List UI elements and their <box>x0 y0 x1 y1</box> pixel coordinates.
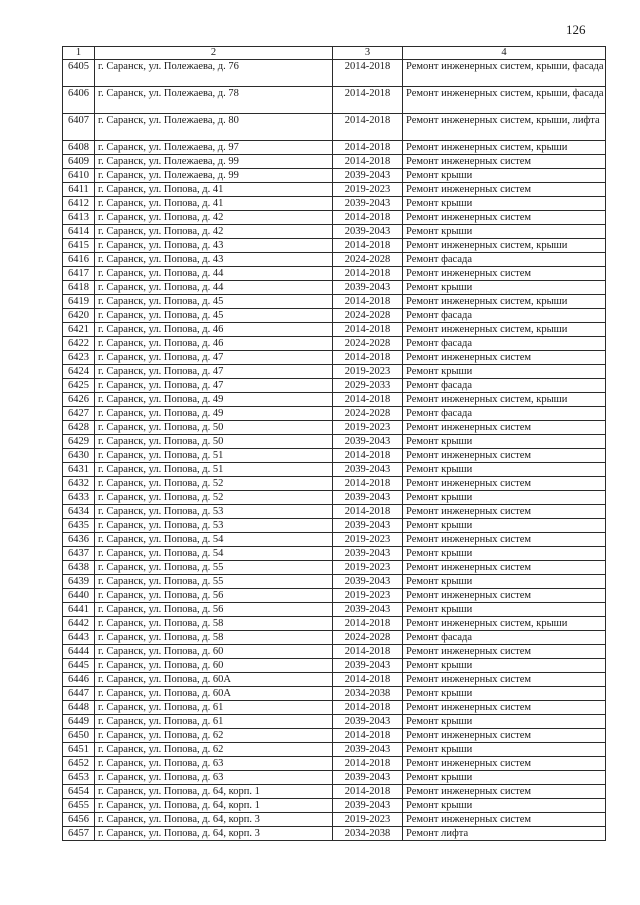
works-cell: Ремонт фасада <box>403 631 606 645</box>
table-row <box>63 589 606 603</box>
address-cell: г. Саранск, ул. Попова, д. 49 <box>95 393 333 407</box>
table-row <box>63 435 606 449</box>
works-cell: Ремонт инженерных систем <box>403 813 606 827</box>
table-body <box>63 60 606 841</box>
works-cell: Ремонт инженерных систем <box>403 351 606 365</box>
table-row <box>63 225 606 239</box>
address-cell: г. Саранск, ул. Попова, д. 64, корп. 3 <box>95 813 333 827</box>
period-cell: 2039-2043 <box>333 169 403 183</box>
row-number-cell: 6431 <box>63 463 95 477</box>
table-row <box>63 785 606 799</box>
period-cell: 2039-2043 <box>333 743 403 757</box>
period-cell: 2014-2018 <box>333 351 403 365</box>
row-number-cell: 6408 <box>63 141 95 155</box>
address-cell: г. Саранск, ул. Попова, д. 53 <box>95 505 333 519</box>
address-cell: г. Саранск, ул. Попова, д. 46 <box>95 337 333 351</box>
works-cell: Ремонт фасада <box>403 253 606 267</box>
works-cell: Ремонт инженерных систем, крыши <box>403 617 606 631</box>
period-cell: 2014-2018 <box>333 87 403 114</box>
row-number-cell: 6434 <box>63 505 95 519</box>
table-row <box>63 505 606 519</box>
table-row <box>63 337 606 351</box>
table-row <box>63 239 606 253</box>
column-header-number: 1 <box>63 47 95 60</box>
address-cell: г. Саранск, ул. Полежаева, д. 80 <box>95 114 333 141</box>
repair-schedule-table <box>62 46 606 841</box>
address-cell: г. Саранск, ул. Полежаева, д. 99 <box>95 169 333 183</box>
works-cell: Ремонт инженерных систем <box>403 267 606 281</box>
row-number-cell: 6412 <box>63 197 95 211</box>
row-number-cell: 6407 <box>63 114 95 141</box>
table-row <box>63 771 606 785</box>
address-cell: г. Саранск, ул. Попова, д. 56 <box>95 589 333 603</box>
table-row <box>63 715 606 729</box>
table-row <box>63 673 606 687</box>
row-number-cell: 6428 <box>63 421 95 435</box>
address-cell: г. Саранск, ул. Попова, д. 64, корп. 3 <box>95 827 333 841</box>
table-row <box>63 281 606 295</box>
table-row <box>63 183 606 197</box>
period-cell: 2019-2023 <box>333 813 403 827</box>
period-cell: 2034-2038 <box>333 827 403 841</box>
works-cell: Ремонт инженерных систем, крыши <box>403 393 606 407</box>
table-row <box>63 743 606 757</box>
address-cell: г. Саранск, ул. Попова, д. 55 <box>95 575 333 589</box>
row-number-cell: 6449 <box>63 715 95 729</box>
table-row <box>63 631 606 645</box>
period-cell: 2014-2018 <box>333 155 403 169</box>
row-number-cell: 6437 <box>63 547 95 561</box>
address-cell: г. Саранск, ул. Полежаева, д. 78 <box>95 87 333 114</box>
row-number-cell: 6445 <box>63 659 95 673</box>
period-cell: 2019-2023 <box>333 589 403 603</box>
period-cell: 2039-2043 <box>333 519 403 533</box>
table-row <box>63 169 606 183</box>
row-number-cell: 6410 <box>63 169 95 183</box>
period-cell: 2039-2043 <box>333 197 403 211</box>
row-number-cell: 6450 <box>63 729 95 743</box>
address-cell: г. Саранск, ул. Попова, д. 49 <box>95 407 333 421</box>
works-cell: Ремонт инженерных систем <box>403 729 606 743</box>
table-row <box>63 799 606 813</box>
address-cell: г. Саранск, ул. Попова, д. 60 <box>95 645 333 659</box>
period-cell: 2014-2018 <box>333 477 403 491</box>
address-cell: г. Саранск, ул. Попова, д. 62 <box>95 729 333 743</box>
address-cell: г. Саранск, ул. Попова, д. 43 <box>95 239 333 253</box>
address-cell: г. Саранск, ул. Попова, д. 61 <box>95 715 333 729</box>
works-cell: Ремонт крыши <box>403 547 606 561</box>
table-row <box>63 561 606 575</box>
row-number-cell: 6453 <box>63 771 95 785</box>
row-number-cell: 6433 <box>63 491 95 505</box>
works-cell: Ремонт инженерных систем <box>403 421 606 435</box>
period-cell: 2014-2018 <box>333 211 403 225</box>
row-number-cell: 6416 <box>63 253 95 267</box>
address-cell: г. Саранск, ул. Попова, д. 51 <box>95 463 333 477</box>
table-header-row <box>63 47 606 60</box>
period-cell: 2014-2018 <box>333 729 403 743</box>
row-number-cell: 6439 <box>63 575 95 589</box>
address-cell: г. Саранск, ул. Попова, д. 52 <box>95 477 333 491</box>
row-number-cell: 6418 <box>63 281 95 295</box>
row-number-cell: 6422 <box>63 337 95 351</box>
works-cell: Ремонт крыши <box>403 771 606 785</box>
address-cell: г. Саранск, ул. Попова, д. 63 <box>95 771 333 785</box>
column-header-works: 4 <box>403 47 606 60</box>
address-cell: г. Саранск, ул. Попова, д. 60А <box>95 687 333 701</box>
period-cell: 2014-2018 <box>333 393 403 407</box>
table-row <box>63 197 606 211</box>
address-cell: г. Саранск, ул. Попова, д. 54 <box>95 533 333 547</box>
row-number-cell: 6451 <box>63 743 95 757</box>
address-cell: г. Саранск, ул. Попова, д. 51 <box>95 449 333 463</box>
period-cell: 2029-2033 <box>333 379 403 393</box>
address-cell: г. Саранск, ул. Попова, д. 53 <box>95 519 333 533</box>
table-row <box>63 211 606 225</box>
period-cell: 2039-2043 <box>333 225 403 239</box>
period-cell: 2039-2043 <box>333 435 403 449</box>
row-number-cell: 6457 <box>63 827 95 841</box>
works-cell: Ремонт крыши <box>403 197 606 211</box>
table-row <box>63 659 606 673</box>
period-cell: 2014-2018 <box>333 323 403 337</box>
address-cell: г. Саранск, ул. Попова, д. 50 <box>95 421 333 435</box>
address-cell: г. Саранск, ул. Попова, д. 60А <box>95 673 333 687</box>
works-cell: Ремонт инженерных систем <box>403 211 606 225</box>
period-cell: 2039-2043 <box>333 463 403 477</box>
works-cell: Ремонт инженерных систем, крыши, лифта <box>403 114 606 141</box>
period-cell: 2024-2028 <box>333 309 403 323</box>
works-cell: Ремонт инженерных систем <box>403 645 606 659</box>
period-cell: 2014-2018 <box>333 141 403 155</box>
table-row <box>63 687 606 701</box>
row-number-cell: 6452 <box>63 757 95 771</box>
row-number-cell: 6426 <box>63 393 95 407</box>
works-cell: Ремонт инженерных систем, крыши, фасада <box>403 60 606 87</box>
works-cell: Ремонт крыши <box>403 169 606 183</box>
table-row <box>63 393 606 407</box>
address-cell: г. Саранск, ул. Попова, д. 47 <box>95 365 333 379</box>
table-row <box>63 295 606 309</box>
address-cell: г. Саранск, ул. Попова, д. 62 <box>95 743 333 757</box>
page-number: 126 <box>566 22 586 37</box>
row-number-cell: 6417 <box>63 267 95 281</box>
works-cell: Ремонт инженерных систем <box>403 449 606 463</box>
row-number-cell: 6443 <box>63 631 95 645</box>
table-row <box>63 813 606 827</box>
works-cell: Ремонт инженерных систем <box>403 757 606 771</box>
address-cell: г. Саранск, ул. Попова, д. 58 <box>95 617 333 631</box>
address-cell: г. Саранск, ул. Попова, д. 45 <box>95 295 333 309</box>
period-cell: 2014-2018 <box>333 785 403 799</box>
works-cell: Ремонт лифта <box>403 827 606 841</box>
works-cell: Ремонт крыши <box>403 603 606 617</box>
works-cell: Ремонт крыши <box>403 491 606 505</box>
address-cell: г. Саранск, ул. Попова, д. 52 <box>95 491 333 505</box>
table-row <box>63 309 606 323</box>
period-cell: 2039-2043 <box>333 281 403 295</box>
row-number-cell: 6448 <box>63 701 95 715</box>
period-cell: 2014-2018 <box>333 701 403 715</box>
works-cell: Ремонт фасада <box>403 309 606 323</box>
address-cell: г. Саранск, ул. Попова, д. 50 <box>95 435 333 449</box>
period-cell: 2019-2023 <box>333 561 403 575</box>
table-row <box>63 827 606 841</box>
works-cell: Ремонт инженерных систем <box>403 505 606 519</box>
works-cell: Ремонт инженерных систем <box>403 183 606 197</box>
works-cell: Ремонт крыши <box>403 743 606 757</box>
works-cell: Ремонт крыши <box>403 659 606 673</box>
table-row <box>63 421 606 435</box>
works-cell: Ремонт инженерных систем <box>403 561 606 575</box>
works-cell: Ремонт инженерных систем <box>403 589 606 603</box>
table-row <box>63 114 606 141</box>
table-row <box>63 729 606 743</box>
row-number-cell: 6446 <box>63 673 95 687</box>
row-number-cell: 6415 <box>63 239 95 253</box>
table-row <box>63 617 606 631</box>
address-cell: г. Саранск, ул. Попова, д. 44 <box>95 267 333 281</box>
address-cell: г. Саранск, ул. Попова, д. 56 <box>95 603 333 617</box>
address-cell: г. Саранск, ул. Полежаева, д. 99 <box>95 155 333 169</box>
row-number-cell: 6455 <box>63 799 95 813</box>
table-row <box>63 533 606 547</box>
address-cell: г. Саранск, ул. Попова, д. 55 <box>95 561 333 575</box>
row-number-cell: 6413 <box>63 211 95 225</box>
period-cell: 2014-2018 <box>333 114 403 141</box>
works-cell: Ремонт крыши <box>403 715 606 729</box>
period-cell: 2014-2018 <box>333 757 403 771</box>
period-cell: 2014-2018 <box>333 617 403 631</box>
table-row <box>63 267 606 281</box>
table-row <box>63 519 606 533</box>
table-row <box>63 701 606 715</box>
row-number-cell: 6405 <box>63 60 95 87</box>
works-cell: Ремонт крыши <box>403 435 606 449</box>
works-cell: Ремонт инженерных систем <box>403 673 606 687</box>
address-cell: г. Саранск, ул. Попова, д. 64, корп. 1 <box>95 799 333 813</box>
works-cell: Ремонт инженерных систем, крыши <box>403 141 606 155</box>
row-number-cell: 6435 <box>63 519 95 533</box>
address-cell: г. Саранск, ул. Попова, д. 41 <box>95 183 333 197</box>
period-cell: 2034-2038 <box>333 687 403 701</box>
table-row <box>63 87 606 114</box>
works-cell: Ремонт инженерных систем <box>403 477 606 491</box>
row-number-cell: 6423 <box>63 351 95 365</box>
address-cell: г. Саранск, ул. Полежаева, д. 76 <box>95 60 333 87</box>
period-cell: 2039-2043 <box>333 771 403 785</box>
period-cell: 2039-2043 <box>333 603 403 617</box>
works-cell: Ремонт инженерных систем <box>403 701 606 715</box>
works-cell: Ремонт инженерных систем, крыши <box>403 239 606 253</box>
period-cell: 2014-2018 <box>333 239 403 253</box>
period-cell: 2019-2023 <box>333 183 403 197</box>
works-cell: Ремонт инженерных систем, крыши <box>403 323 606 337</box>
address-cell: г. Саранск, ул. Попова, д. 47 <box>95 379 333 393</box>
period-cell: 2014-2018 <box>333 505 403 519</box>
works-cell: Ремонт инженерных систем <box>403 155 606 169</box>
address-cell: г. Саранск, ул. Попова, д. 47 <box>95 351 333 365</box>
works-cell: Ремонт крыши <box>403 365 606 379</box>
table-row <box>63 407 606 421</box>
table-row <box>63 379 606 393</box>
address-cell: г. Саранск, ул. Попова, д. 41 <box>95 197 333 211</box>
table-row <box>63 645 606 659</box>
address-cell: г. Саранск, ул. Попова, д. 46 <box>95 323 333 337</box>
works-cell: Ремонт инженерных систем <box>403 533 606 547</box>
row-number-cell: 6456 <box>63 813 95 827</box>
period-cell: 2039-2043 <box>333 575 403 589</box>
row-number-cell: 6420 <box>63 309 95 323</box>
period-cell: 2014-2018 <box>333 60 403 87</box>
period-cell: 2039-2043 <box>333 715 403 729</box>
period-cell: 2024-2028 <box>333 631 403 645</box>
row-number-cell: 6436 <box>63 533 95 547</box>
period-cell: 2039-2043 <box>333 799 403 813</box>
address-cell: г. Саранск, ул. Попова, д. 61 <box>95 701 333 715</box>
works-cell: Ремонт крыши <box>403 463 606 477</box>
row-number-cell: 6442 <box>63 617 95 631</box>
row-number-cell: 6421 <box>63 323 95 337</box>
works-cell: Ремонт крыши <box>403 799 606 813</box>
works-cell: Ремонт фасада <box>403 379 606 393</box>
period-cell: 2019-2023 <box>333 533 403 547</box>
works-cell: Ремонт инженерных систем <box>403 785 606 799</box>
period-cell: 2039-2043 <box>333 659 403 673</box>
table-row <box>63 351 606 365</box>
table-row <box>63 323 606 337</box>
period-cell: 2014-2018 <box>333 673 403 687</box>
column-header-period: 3 <box>333 47 403 60</box>
row-number-cell: 6425 <box>63 379 95 393</box>
table-row <box>63 463 606 477</box>
table-row <box>63 603 606 617</box>
address-cell: г. Саранск, ул. Попова, д. 63 <box>95 757 333 771</box>
works-cell: Ремонт фасада <box>403 337 606 351</box>
row-number-cell: 6411 <box>63 183 95 197</box>
address-cell: г. Саранск, ул. Попова, д. 42 <box>95 225 333 239</box>
table-row <box>63 155 606 169</box>
period-cell: 2039-2043 <box>333 547 403 561</box>
table-row <box>63 253 606 267</box>
works-cell: Ремонт крыши <box>403 519 606 533</box>
table-row <box>63 365 606 379</box>
works-cell: Ремонт крыши <box>403 575 606 589</box>
address-cell: г. Саранск, ул. Попова, д. 43 <box>95 253 333 267</box>
works-cell: Ремонт крыши <box>403 687 606 701</box>
column-header-address: 2 <box>95 47 333 60</box>
period-cell: 2024-2028 <box>333 253 403 267</box>
row-number-cell: 6427 <box>63 407 95 421</box>
period-cell: 2019-2023 <box>333 421 403 435</box>
table-row <box>63 575 606 589</box>
period-cell: 2019-2023 <box>333 365 403 379</box>
table-row <box>63 477 606 491</box>
row-number-cell: 6430 <box>63 449 95 463</box>
row-number-cell: 6454 <box>63 785 95 799</box>
row-number-cell: 6432 <box>63 477 95 491</box>
table-row <box>63 757 606 771</box>
works-cell: Ремонт инженерных систем, крыши <box>403 295 606 309</box>
address-cell: г. Саранск, ул. Попова, д. 44 <box>95 281 333 295</box>
works-cell: Ремонт инженерных систем, крыши, фасада <box>403 87 606 114</box>
row-number-cell: 6444 <box>63 645 95 659</box>
address-cell: г. Саранск, ул. Попова, д. 58 <box>95 631 333 645</box>
row-number-cell: 6447 <box>63 687 95 701</box>
period-cell: 2024-2028 <box>333 337 403 351</box>
row-number-cell: 6406 <box>63 87 95 114</box>
address-cell: г. Саранск, ул. Попова, д. 45 <box>95 309 333 323</box>
table-row <box>63 547 606 561</box>
address-cell: г. Саранск, ул. Попова, д. 60 <box>95 659 333 673</box>
address-cell: г. Саранск, ул. Полежаева, д. 97 <box>95 141 333 155</box>
row-number-cell: 6419 <box>63 295 95 309</box>
period-cell: 2024-2028 <box>333 407 403 421</box>
address-cell: г. Саранск, ул. Попова, д. 54 <box>95 547 333 561</box>
period-cell: 2014-2018 <box>333 645 403 659</box>
address-cell: г. Саранск, ул. Попова, д. 42 <box>95 211 333 225</box>
row-number-cell: 6440 <box>63 589 95 603</box>
period-cell: 2039-2043 <box>333 491 403 505</box>
table-row <box>63 449 606 463</box>
row-number-cell: 6414 <box>63 225 95 239</box>
works-cell: Ремонт крыши <box>403 225 606 239</box>
table-row <box>63 141 606 155</box>
works-cell: Ремонт фасада <box>403 407 606 421</box>
row-number-cell: 6438 <box>63 561 95 575</box>
period-cell: 2014-2018 <box>333 295 403 309</box>
row-number-cell: 6441 <box>63 603 95 617</box>
table-row <box>63 60 606 87</box>
period-cell: 2014-2018 <box>333 449 403 463</box>
row-number-cell: 6409 <box>63 155 95 169</box>
row-number-cell: 6429 <box>63 435 95 449</box>
table-row <box>63 491 606 505</box>
period-cell: 2014-2018 <box>333 267 403 281</box>
address-cell: г. Саранск, ул. Попова, д. 64, корп. 1 <box>95 785 333 799</box>
row-number-cell: 6424 <box>63 365 95 379</box>
works-cell: Ремонт крыши <box>403 281 606 295</box>
